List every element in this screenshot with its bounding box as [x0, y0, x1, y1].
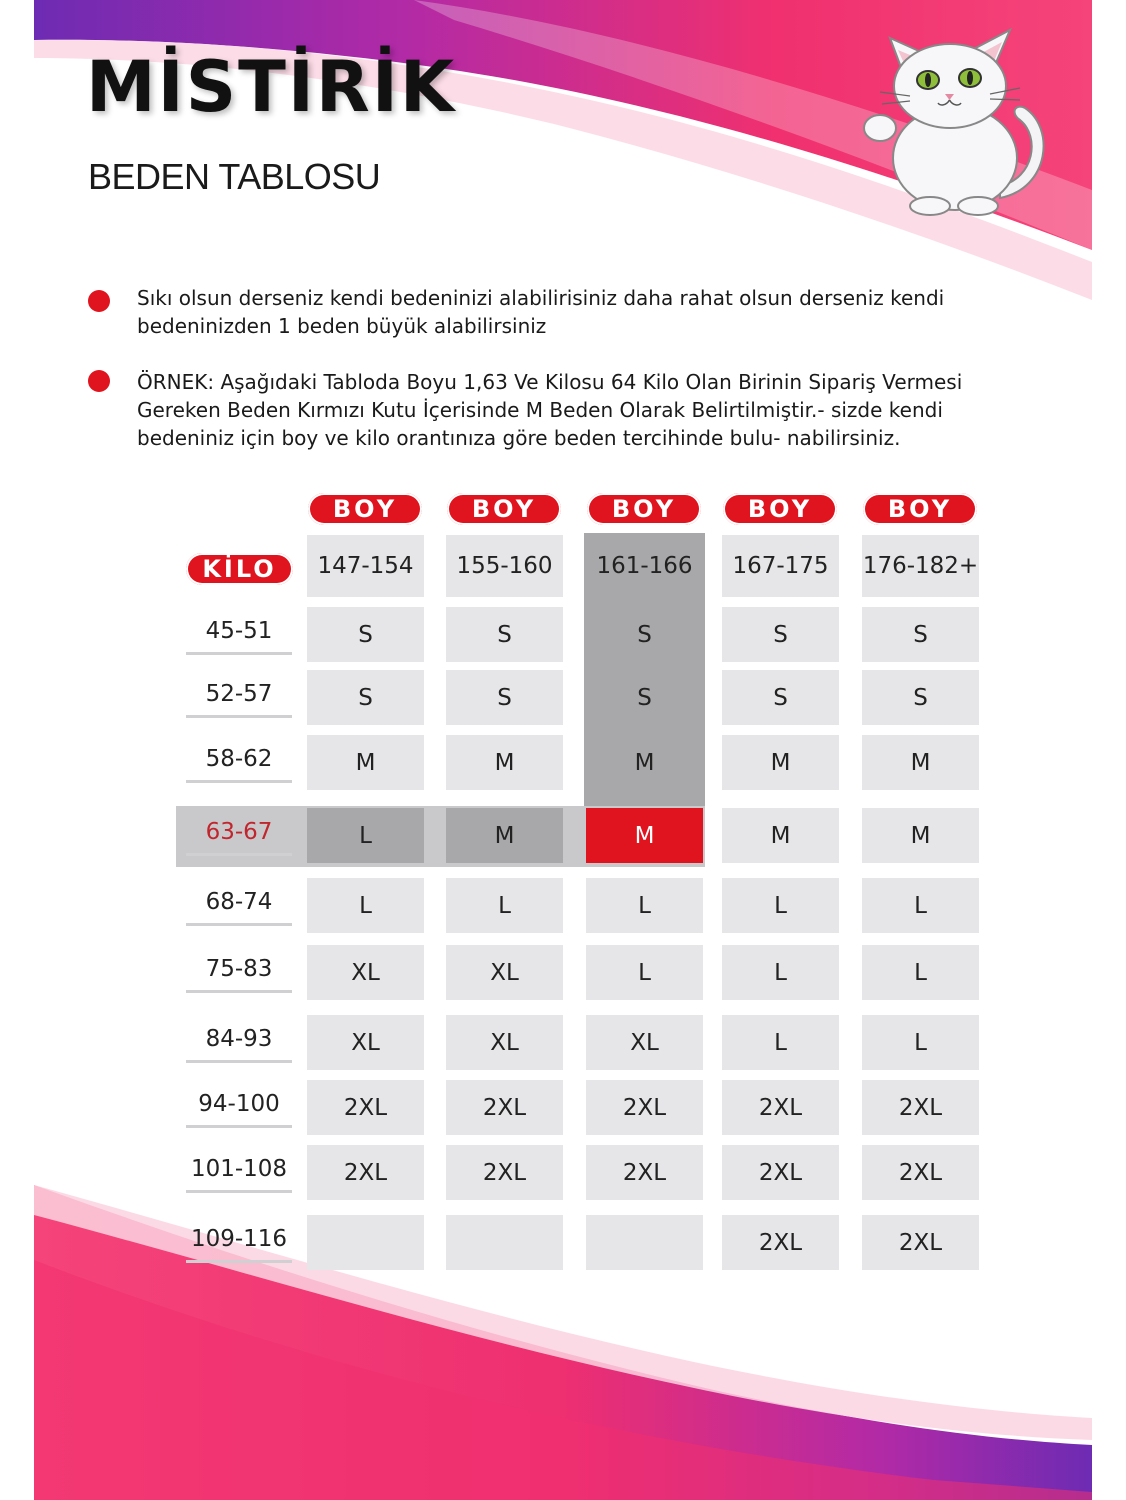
bullet-icon	[88, 370, 110, 392]
size-cell: S	[722, 670, 839, 725]
weight-range-label: 63-67	[205, 818, 273, 845]
size-cell: S	[586, 670, 703, 725]
size-cell: 2XL	[862, 1080, 979, 1135]
size-cell: S	[862, 670, 979, 725]
row-underline	[186, 715, 292, 718]
size-cell: 2XL	[586, 1080, 703, 1135]
row-underline	[186, 1190, 292, 1193]
size-cell: XL	[586, 1015, 703, 1070]
size-cell: L	[446, 878, 563, 933]
boy-header-pill: BOY	[863, 493, 977, 525]
size-cell	[586, 1215, 703, 1270]
size-cell: 2XL	[446, 1080, 563, 1135]
size-cell: M	[722, 808, 839, 863]
size-cell: L	[722, 945, 839, 1000]
size-cell: M	[862, 808, 979, 863]
size-cell: L	[862, 1015, 979, 1070]
height-range-cell: 176-182+	[862, 535, 979, 597]
weight-range-label: 84-93	[205, 1025, 273, 1052]
size-cell: 2XL	[722, 1215, 839, 1270]
size-cell: S	[307, 670, 424, 725]
recommended-size-cell: M	[586, 808, 703, 863]
fit-note: Sıkı olsun derseniz kendi bedeninizi alabilirisiniz daha rahat olsun derseniz kendi bedeninizden 1 beden büyük alabilirsiniz	[137, 286, 945, 338]
size-cell: 2XL	[862, 1145, 979, 1200]
weight-range-label: 94-100	[198, 1090, 280, 1117]
height-range-cell: 161-166	[586, 535, 703, 597]
size-cell: L	[722, 1015, 839, 1070]
white-cat-mascot-icon	[850, 8, 1060, 218]
weight-range-label: 68-74	[205, 888, 273, 915]
weight-range-label: 58-62	[205, 745, 273, 772]
example-note: ÖRNEK: Aşağıdaki Tabloda Boyu 1,63 Ve Kilosu 64 Kilo Olan Birinin Sipariş Vermesi Gereken Beden Kırmızı Kutu İçerisinde M Beden Olarak Belirtilmiştir.- sizde kendi bedeniniz için boy ve kilo orantınıza göre beden tercihinde bulu- nabilirsiniz.	[137, 370, 963, 450]
size-cell: M	[586, 735, 703, 790]
size-cell: M	[446, 735, 563, 790]
boy-header-pill: BOY	[723, 493, 837, 525]
size-cell: S	[586, 607, 703, 662]
size-cell: M	[307, 735, 424, 790]
size-cell	[307, 1215, 424, 1270]
size-cell: S	[446, 670, 563, 725]
weight-range-label: 101-108	[190, 1155, 288, 1182]
size-cell: L	[862, 945, 979, 1000]
height-range-cell: 167-175	[722, 535, 839, 597]
size-cell: L	[586, 878, 703, 933]
size-cell: 2XL	[307, 1080, 424, 1135]
size-cell: 2XL	[307, 1145, 424, 1200]
weight-range-label: 52-57	[205, 680, 273, 707]
boy-header-pill: BOY	[308, 493, 422, 525]
row-underline	[186, 990, 292, 993]
size-cell: L	[862, 878, 979, 933]
size-cell: XL	[446, 1015, 563, 1070]
size-cell: M	[446, 808, 563, 863]
boy-header-pill: BOY	[587, 493, 701, 525]
bullet-icon	[88, 290, 110, 312]
size-cell: M	[722, 735, 839, 790]
row-underline	[186, 923, 292, 926]
row-underline	[186, 652, 292, 655]
size-cell: 2XL	[446, 1145, 563, 1200]
size-cell: S	[307, 607, 424, 662]
size-cell: S	[446, 607, 563, 662]
weight-range-label: 75-83	[205, 955, 273, 982]
row-underline	[186, 1260, 292, 1263]
size-cell: L	[722, 878, 839, 933]
weight-range-label: 109-116	[190, 1225, 288, 1252]
brand-logo: MİSTİRİK	[86, 46, 457, 128]
kilo-header-pill: KİLO	[186, 553, 293, 585]
size-cell: L	[307, 808, 424, 863]
row-underline	[186, 780, 292, 783]
size-cell: XL	[446, 945, 563, 1000]
height-range-cell: 147-154	[307, 535, 424, 597]
row-underline	[186, 1060, 292, 1063]
size-cell: S	[722, 607, 839, 662]
size-cell: 2XL	[862, 1215, 979, 1270]
size-cell: M	[862, 735, 979, 790]
size-cell: XL	[307, 945, 424, 1000]
size-cell: S	[862, 607, 979, 662]
size-cell	[446, 1215, 563, 1270]
size-cell: 2XL	[722, 1145, 839, 1200]
boy-header-pill: BOY	[447, 493, 561, 525]
size-cell: XL	[307, 1015, 424, 1070]
size-cell: L	[586, 945, 703, 1000]
weight-range-label: 45-51	[205, 617, 273, 644]
row-underline	[186, 1125, 292, 1128]
size-cell: 2XL	[722, 1080, 839, 1135]
height-range-cell: 155-160	[446, 535, 563, 597]
page-title: BEDEN TABLOSU	[88, 156, 381, 197]
size-cell: 2XL	[586, 1145, 703, 1200]
size-cell: L	[307, 878, 424, 933]
row-underline	[186, 853, 292, 856]
